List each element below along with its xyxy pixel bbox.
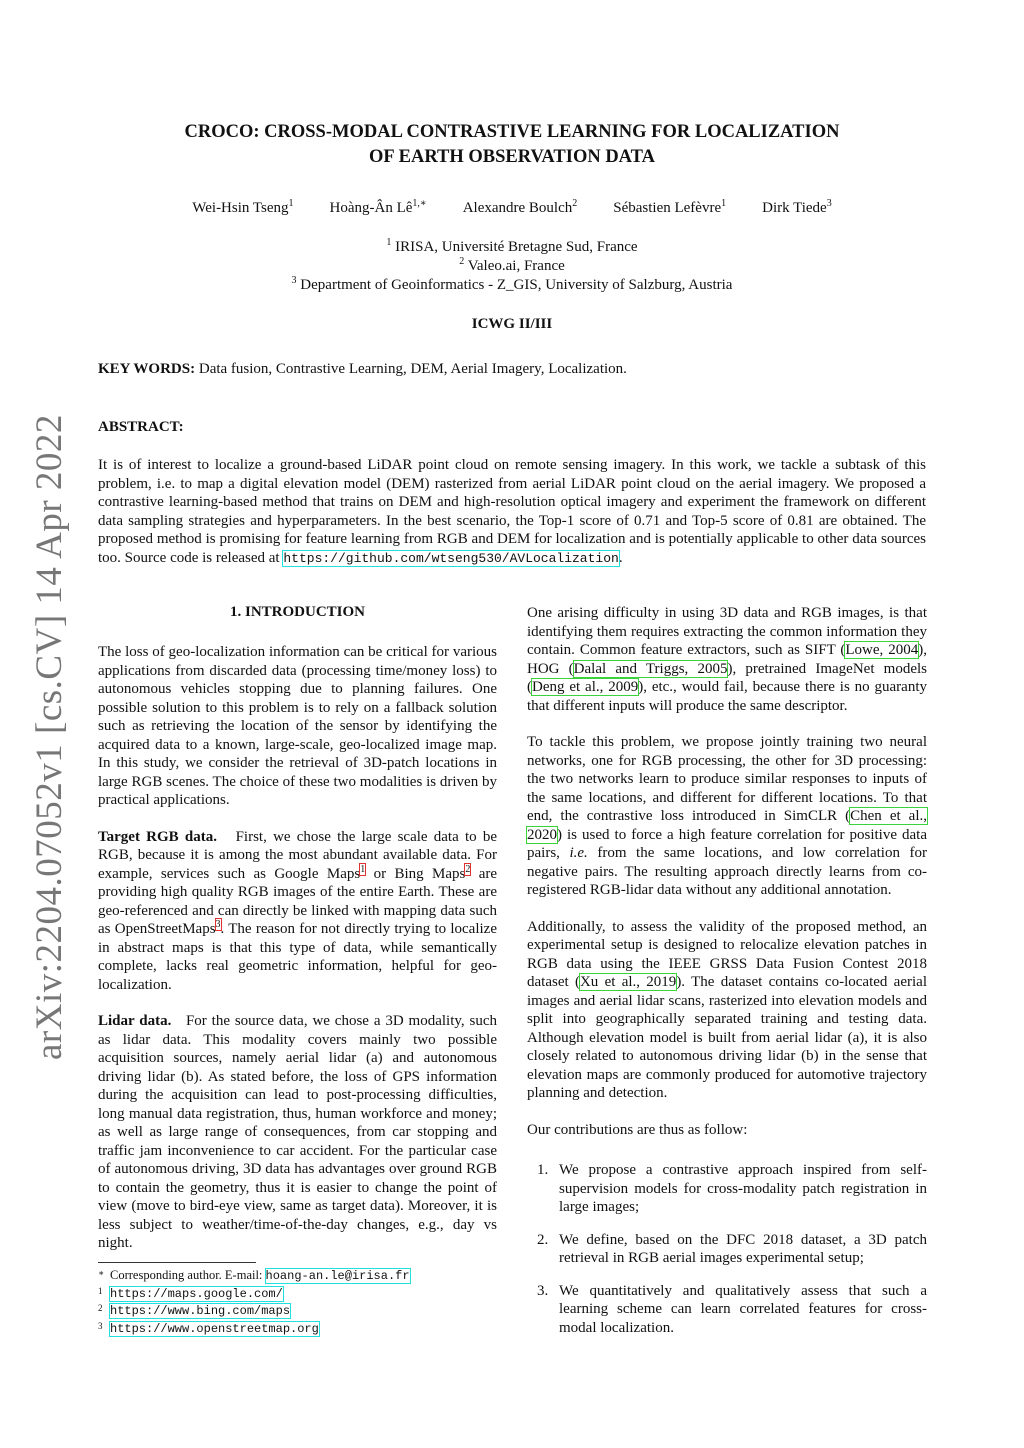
citation-dalal[interactable]: Dalal and Triggs, 2005 [573, 660, 728, 677]
email-link[interactable]: hoang-an.le@irisa.fr [265, 1269, 410, 1283]
contributions-list [527, 1161, 927, 1337]
footnote-corresponding: ∗ Corresponding author. E-mail: hoang-an.le@irisa.fr [98, 1268, 410, 1283]
citation-chen[interactable]: Chen et al., 2020 [527, 808, 927, 843]
section-heading-introduction: 1. INTRODUCTION [229, 604, 365, 620]
footnote-ref-1[interactable]: 1 [360, 863, 366, 875]
arxiv-identifier: arXiv:2204.07052v1 [cs.CV] 14 Apr 2022 [29, 414, 70, 1060]
approach-paragraph: To tackle this problem, we propose jointly training two neural networks, one for RGB processing, the other for 3D processing: the two networks learn to produce similar responses to inputs of the same locations, and different for different locations. To that end, the contrastive loss introduced in SimCLR (Chen et al., 2020) is used to force a high feature correlation for positive data pairs, i.e. from the same locations, and low correlation for negative pairs. The resulting approach directly learns from co-registered RGB-lidar data without any additional annotation. [527, 734, 927, 898]
source-code-link[interactable]: https://github.com/wtseng530/AVLocalization [283, 550, 619, 566]
affiliation: $^3$ Department of Geoinformatics - Z_GIS, University of Salzburg, Austria [291, 275, 733, 293]
paper-title [98, 120, 926, 170]
list-item: 2. We define, based on the DFC 2018 dataset, a 3D patch retrieval in RGB aerial images experimental setup; [537, 1231, 927, 1266]
left-column [98, 604, 497, 1271]
footnote-3: 3 https://www.openstreetmap.org [98, 1320, 319, 1336]
difficulty-paragraph: One arising difficulty in using 3D data and RGB images, is that identifying them requires extracting the common information they contain. Common feature extractors, such as SIFT (Lowe, 2004), HOG (Dalal and Triggs, 2005), pretrained ImageNet models (Deng et al., 2009), etc., would fail, because there is no guaranty that different inputs will produce the same descriptor. [527, 605, 927, 714]
intro-paragraph: The loss of geo-localization information can be critical for various applications from discarded data (processing time/money loss) to autonomous vehicles stopping due to planning failures. One possible solution to this problem is to rely on a fallback solution such as retrieving the location of the sensor by identifying the acquired data to a known, large-scale, geo-localized image map. In this study, we consider the retrieval of 3D-patch locations in large RGB scenes. The choice of these two modalities is driven by practical applications. [98, 644, 497, 808]
author: Wei-Hsin Tseng$^1$ [192, 198, 294, 216]
affiliation: $^2$ Valeo.ai, France [459, 256, 565, 274]
author: Sébastien Lefèvre$^1$ [613, 198, 727, 216]
keywords-label: KEY WORDS: [98, 361, 196, 377]
footnote-2: 2 https://www.bing.com/maps [98, 1303, 291, 1318]
footnote-ref-2[interactable]: 2 [465, 863, 471, 875]
footnote-rule [98, 1262, 256, 1263]
lidar-paragraph: Lidar data. For the source data, we chose a 3D modality, such as lidar data. This modality covers mainly two possible acquisition sources, namely aerial lidar (a) and autonomous driving lidar (b). As stated before, the loss of GPS information during the acquisition can lead to post-processing difficulties, long manual data registration, thus, human workforce and money; as well as large range of consequences, from car stopping and traffic jam inconvenience to car accident. For the particular case of autonomous driving, 3D data has advantages over ground RGB to contain the geometry, thus it is easier to change the point of view (move to bird-eye view, same as target data). Moreover, it is less subject to weather/time-of-the-day changes, e.g., day vs night. [98, 1013, 497, 1251]
citation-xu[interactable]: Xu et al., 2019 [579, 974, 677, 990]
author-list [98, 200, 926, 217]
target-rgb-paragraph: Target RGB data. First, we chose the large scale data to be RGB, because it is among the most abundant available data. For example, services such as Google Maps$^1$ or Bing Maps$^2$ are providing high quality RGB images of the entire Earth. These are geo-referenced and can directly be linked with mapping data such as OpenStreetMaps$^3$. The reason for not directly trying to localize in abstract maps is that this type of data, while semantically complete, lacks real geometric information, helpful for geo-localization. [98, 828, 498, 993]
right-column [527, 604, 927, 1351]
commission-label: ICWG II/III [471, 316, 553, 332]
author: Dirk Tiede$^3$ [762, 198, 832, 216]
list-item: 1. We propose a contrastive approach inspired from self-supervision models for cross-modality patch registration in large images; [537, 1162, 927, 1215]
experiment-paragraph: Additionally, to assess the validity of the proposed method, an experimental setup is designed to relocalize elevation patches in RGB data using the IEEE GRSS Data Fusion Contest 2018 dataset (Xu et al., 2019). The dataset contains co-located aerial images and aerial lidar scans, rasterized into elevation models and split into geographically separated training and testing data. Although elevation model is built from aerial lidar (a), it is also closely related to autonomous driving lidar (b) in the sense that elevation maps are commonly produced for automotive trajectory planning and detection. [527, 918, 927, 1101]
title-line-1: CROCO: CROSS-MODAL CONTRASTIVE LEARNING FOR LOCALIZATION [184, 122, 840, 142]
abstract-body: It is of interest to localize a ground-based LiDAR point cloud on remote sensing imagery. In this work, we tackle a subtask of this problem, i.e. to map a digital elevation model (DEM) rasterized from aerial LiDAR point cloud on the aerial imagery. We proposed a contrastive learning-based method that trains on DEM and high-resolution optical imagery and experiment the framework on different data sampling strategies and hyperparameters. In the best scenario, the Top-1 score of 0.71 and Top-5 score of 0.81 are obtained. The proposed method is promising for feature learning from RGB and DEM for localization and is potentially applicable to other data sources too. Source code is released at https://github.com/wtseng530/AVLocalization. [98, 457, 926, 566]
author: Alexandre Boulch$^2$ [462, 198, 578, 216]
bing-maps-link[interactable]: https://www.bing.com/maps [110, 1304, 291, 1318]
citation-deng[interactable]: Deng et al., 2009 [532, 679, 639, 695]
title-line-2: OF EARTH OBSERVATION DATA [368, 147, 655, 167]
contributions-intro: Our contributions are thus as follow: [527, 1121, 748, 1138]
keywords-text: Data fusion, Contrastive Learning, DEM, Aerial Imagery, Localization. [198, 361, 627, 377]
abstract-heading: ABSTRACT: [98, 419, 184, 435]
affiliation: $^1$ IRISA, Université Bretagne Sud, France [386, 237, 638, 255]
footnote-ref-3[interactable]: 3 [215, 919, 221, 930]
google-maps-link[interactable]: https://maps.google.com/ [110, 1286, 283, 1301]
footnotes [98, 1262, 497, 1337]
keywords [98, 361, 926, 378]
affiliations [98, 238, 926, 295]
author: Hoàng-Ân $Lê^{1,∗}$ [329, 198, 427, 216]
footnote-1: 1 https://maps.google.com/ [98, 1285, 283, 1301]
openstreetmap-link[interactable]: https://www.openstreetmap.org [110, 1321, 319, 1336]
list-item: 3. We quantitatively and qualitatively assess that such a learning scheme can learn correlated features for cross-modal localization. [537, 1282, 927, 1336]
citation-lowe[interactable]: Lowe, 2004 [845, 642, 919, 658]
